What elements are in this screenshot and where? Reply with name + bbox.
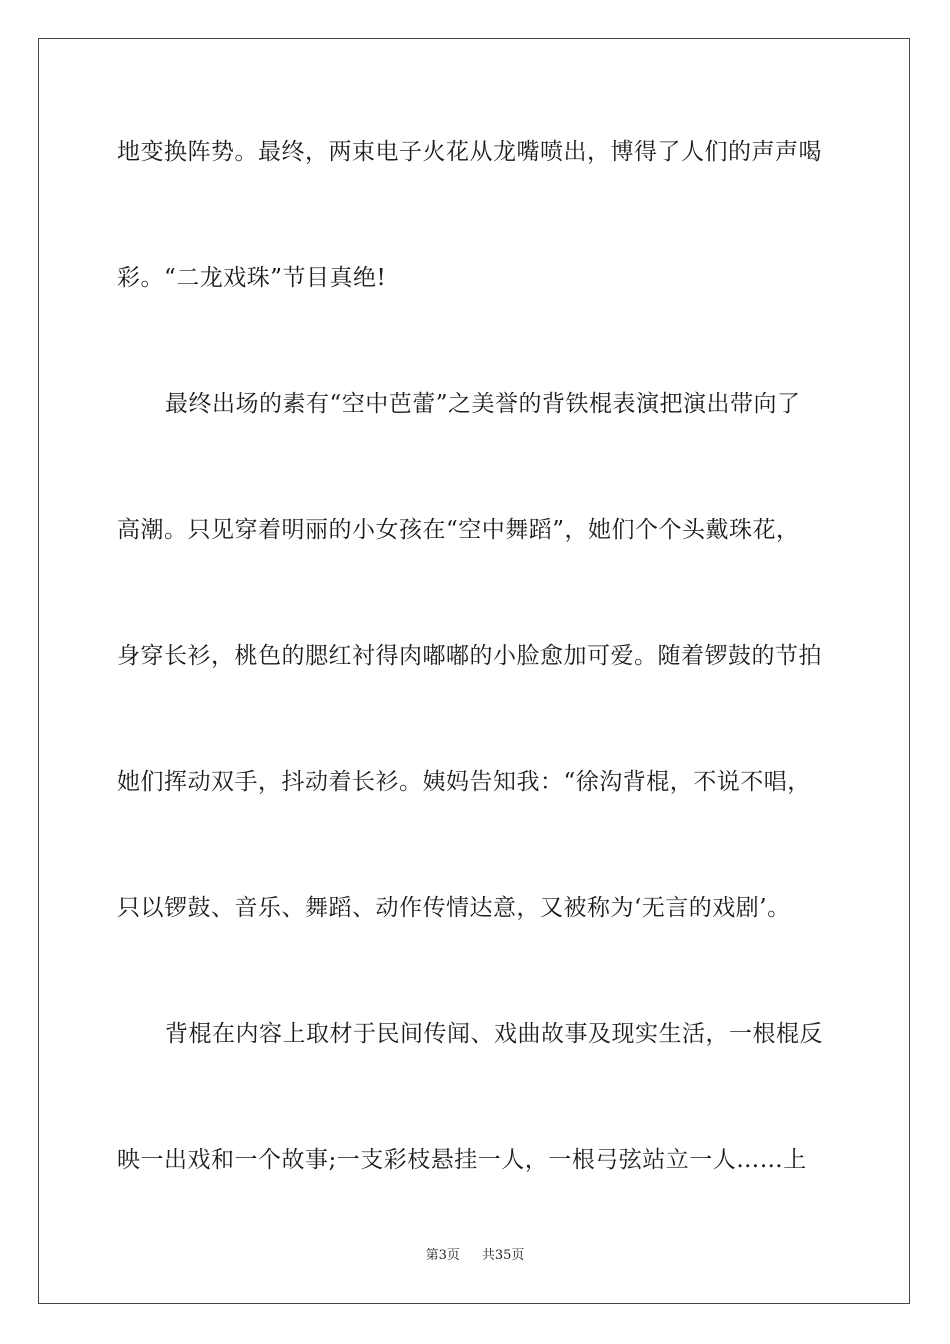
text-line: 映一出戏和一个故事;一支彩枝悬挂一人，一根弓弦站立一人……上 (117, 1147, 807, 1173)
total-pages: 共35页 (481, 1248, 525, 1263)
paragraph-first-line: 最终出场的素有“空中芭蕾”之美誉的背铁棍表演把演出带向了 (165, 391, 801, 417)
text-line: 地变换阵势。最终，两束电子火花从龙嘴喷出，博得了人们的声声喝 (117, 139, 822, 165)
text-line: 她们挥动双手，抖动着长衫。姨妈告知我：“徐沟背棍，不说不唱， (117, 769, 811, 795)
text-line: 身穿长衫，桃色的腮红衬得肉嘟嘟的小脸愈加可爱。随着锣鼓的节拍 (117, 643, 822, 669)
page-number: 第3页 (425, 1248, 460, 1263)
text-line: 彩。“二龙戏珠”节目真绝! (117, 265, 387, 291)
page-frame (38, 38, 910, 1304)
text-line: 高潮。只见穿着明丽的小女孩在“空中舞蹈”，她们个个头戴珠花， (117, 517, 800, 543)
paragraph-first-line: 背棍在内容上取材于民间传闻、戏曲故事及现实生活，一根棍反 (165, 1021, 823, 1047)
text-line: 只以锣鼓、音乐、舞蹈、动作传情达意，又被称为‘无言的戏剧’。 (117, 895, 791, 921)
page-footer (0, 1244, 950, 1263)
